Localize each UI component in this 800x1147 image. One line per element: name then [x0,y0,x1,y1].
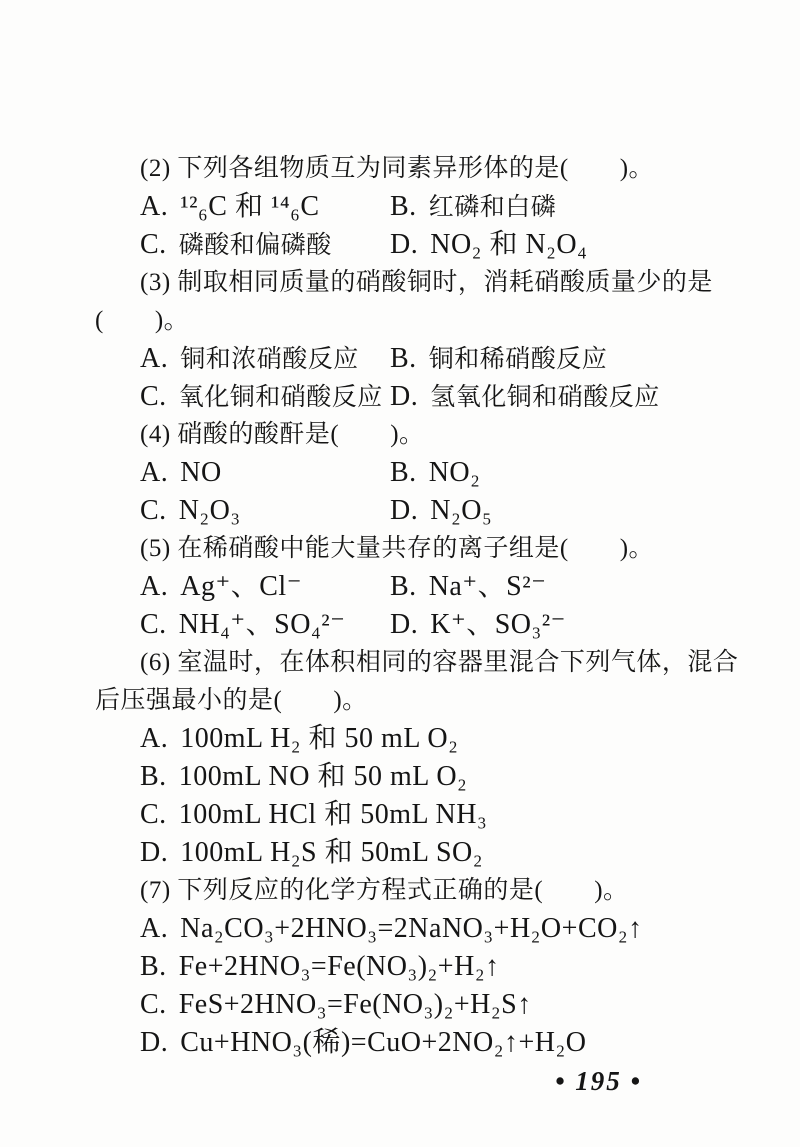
option-text: NO₂ [428,457,481,488]
option-b [390,188,556,227]
option-label: A. [140,723,169,754]
option-text: Cu+HNO₃(稀)=CuO+2NO₂↑+H₂O [180,1027,587,1058]
option-b [140,948,500,987]
option-a [140,188,390,227]
question-5 [95,530,710,644]
option-text: Na₂CO₃+2HNO₃=2NaNO₃+H₂O+CO₂↑ [180,913,643,944]
question-6 [95,644,739,872]
option-row [95,834,710,872]
option-text: 氧化铜和硝酸反应 [178,384,383,411]
question-stem: (7) 下列反应的化学方程式正确的是( )。 [140,877,629,904]
option-d [140,834,483,873]
option-label: D. [390,495,419,526]
option-row [95,188,710,226]
option-text: N₂O₃ [178,495,241,526]
option-row [95,720,710,758]
option-label: A. [140,913,169,944]
option-text: FeS+2HNO₃=Fe(NO₃)₂+H₂S↑ [178,989,532,1020]
option-label: B. [140,951,167,982]
option-a [140,454,390,493]
option-b [140,758,467,797]
option-row [95,758,710,796]
question-2 [95,150,710,264]
option-text: 铜和稀硝酸反应 [428,346,608,373]
question-7 [95,872,710,1062]
option-row [95,226,710,264]
option-label: D. [140,837,169,868]
option-label: B. [390,191,417,222]
option-label: B. [390,343,417,374]
option-row [95,948,710,986]
option-a [140,720,458,759]
page-content [95,150,739,1100]
option-label: C. [140,609,167,640]
option-a [140,910,643,949]
option-text: Na⁺、S²⁻ [428,571,547,602]
question-stem-continued: 后压强最小的是( )。 [95,687,368,714]
option-row [95,796,710,834]
option-text: 磷酸和偏磷酸 [178,232,332,259]
option-label: C. [140,495,167,526]
option-label: C. [140,229,167,260]
question-stem: (4) 硝酸的酸酐是( )。 [140,421,425,448]
option-b [390,568,546,607]
option-label: B. [140,761,167,792]
question-stem: (5) 在稀硝酸中能大量共存的离子组是( )。 [140,535,655,562]
option-row [95,378,710,416]
option-c [140,796,487,835]
option-text: 红磷和白磷 [428,194,557,221]
option-label: C. [140,799,167,830]
option-text: 铜和浓硝酸反应 [180,346,359,373]
option-text: 100mL HCl 和 50mL NH₃ [178,799,488,830]
option-label: A. [140,571,169,602]
option-d [390,492,492,531]
option-text: 100mL H₂ 和 50 mL O₂ [180,723,459,754]
option-label: C. [140,381,167,412]
option-text: ¹²₆C 和 ¹⁴₆C [180,191,320,222]
option-a [140,568,390,607]
option-d [140,1024,586,1063]
option-label: C. [140,989,167,1020]
option-label: B. [390,571,417,602]
option-c [140,378,390,417]
question-stem-continued: ( )。 [95,307,190,334]
option-b [390,454,480,493]
option-d [390,226,587,265]
option-row [95,986,710,1024]
question-4 [95,416,710,530]
option-row [95,568,710,606]
option-row [95,492,710,530]
page-number: • 195 • [555,1066,642,1096]
option-text: NO₂ 和 N₂O₄ [430,229,588,260]
option-text: 氢氧化铜和硝酸反应 [430,384,660,411]
option-text: Fe+2HNO₃=Fe(NO₃)₂+H₂↑ [178,951,500,982]
question-stem: (2) 下列各组物质互为同素异形体的是( )。 [140,155,655,182]
option-c [140,492,390,531]
option-c [140,226,390,265]
option-row [95,606,710,644]
question-3 [95,264,713,416]
option-label: D. [390,229,419,260]
option-row [95,340,710,378]
option-d [390,378,660,417]
option-label: A. [140,343,169,374]
option-label: A. [140,191,169,222]
option-a [140,340,390,379]
option-label: D. [390,381,419,412]
option-label: A. [140,457,169,488]
option-row [95,454,710,492]
option-text: NH₄⁺、SO₄²⁻ [178,609,346,640]
option-c [140,986,532,1025]
option-label: B. [390,457,417,488]
question-stem: (6) 室温时，在体积相同的容器里混合下列气体，混合 [140,649,739,676]
option-text: 100mL NO 和 50 mL O₂ [178,761,468,792]
option-row [95,1024,710,1062]
option-row [95,910,710,948]
option-b [390,340,607,379]
question-stem: (3) 制取相同质量的硝酸铜时，消耗硝酸质量少的是 [140,269,713,296]
option-d [390,606,566,645]
option-text: NO [180,457,222,488]
option-c [140,606,390,645]
option-text: 100mL H₂S 和 50mL SO₂ [180,837,484,868]
option-text: N₂O₅ [430,495,493,526]
option-text: Ag⁺、Cl⁻ [180,571,302,602]
option-label: D. [390,609,419,640]
option-label: D. [140,1027,169,1058]
option-text: K⁺、SO₃²⁻ [430,609,566,640]
